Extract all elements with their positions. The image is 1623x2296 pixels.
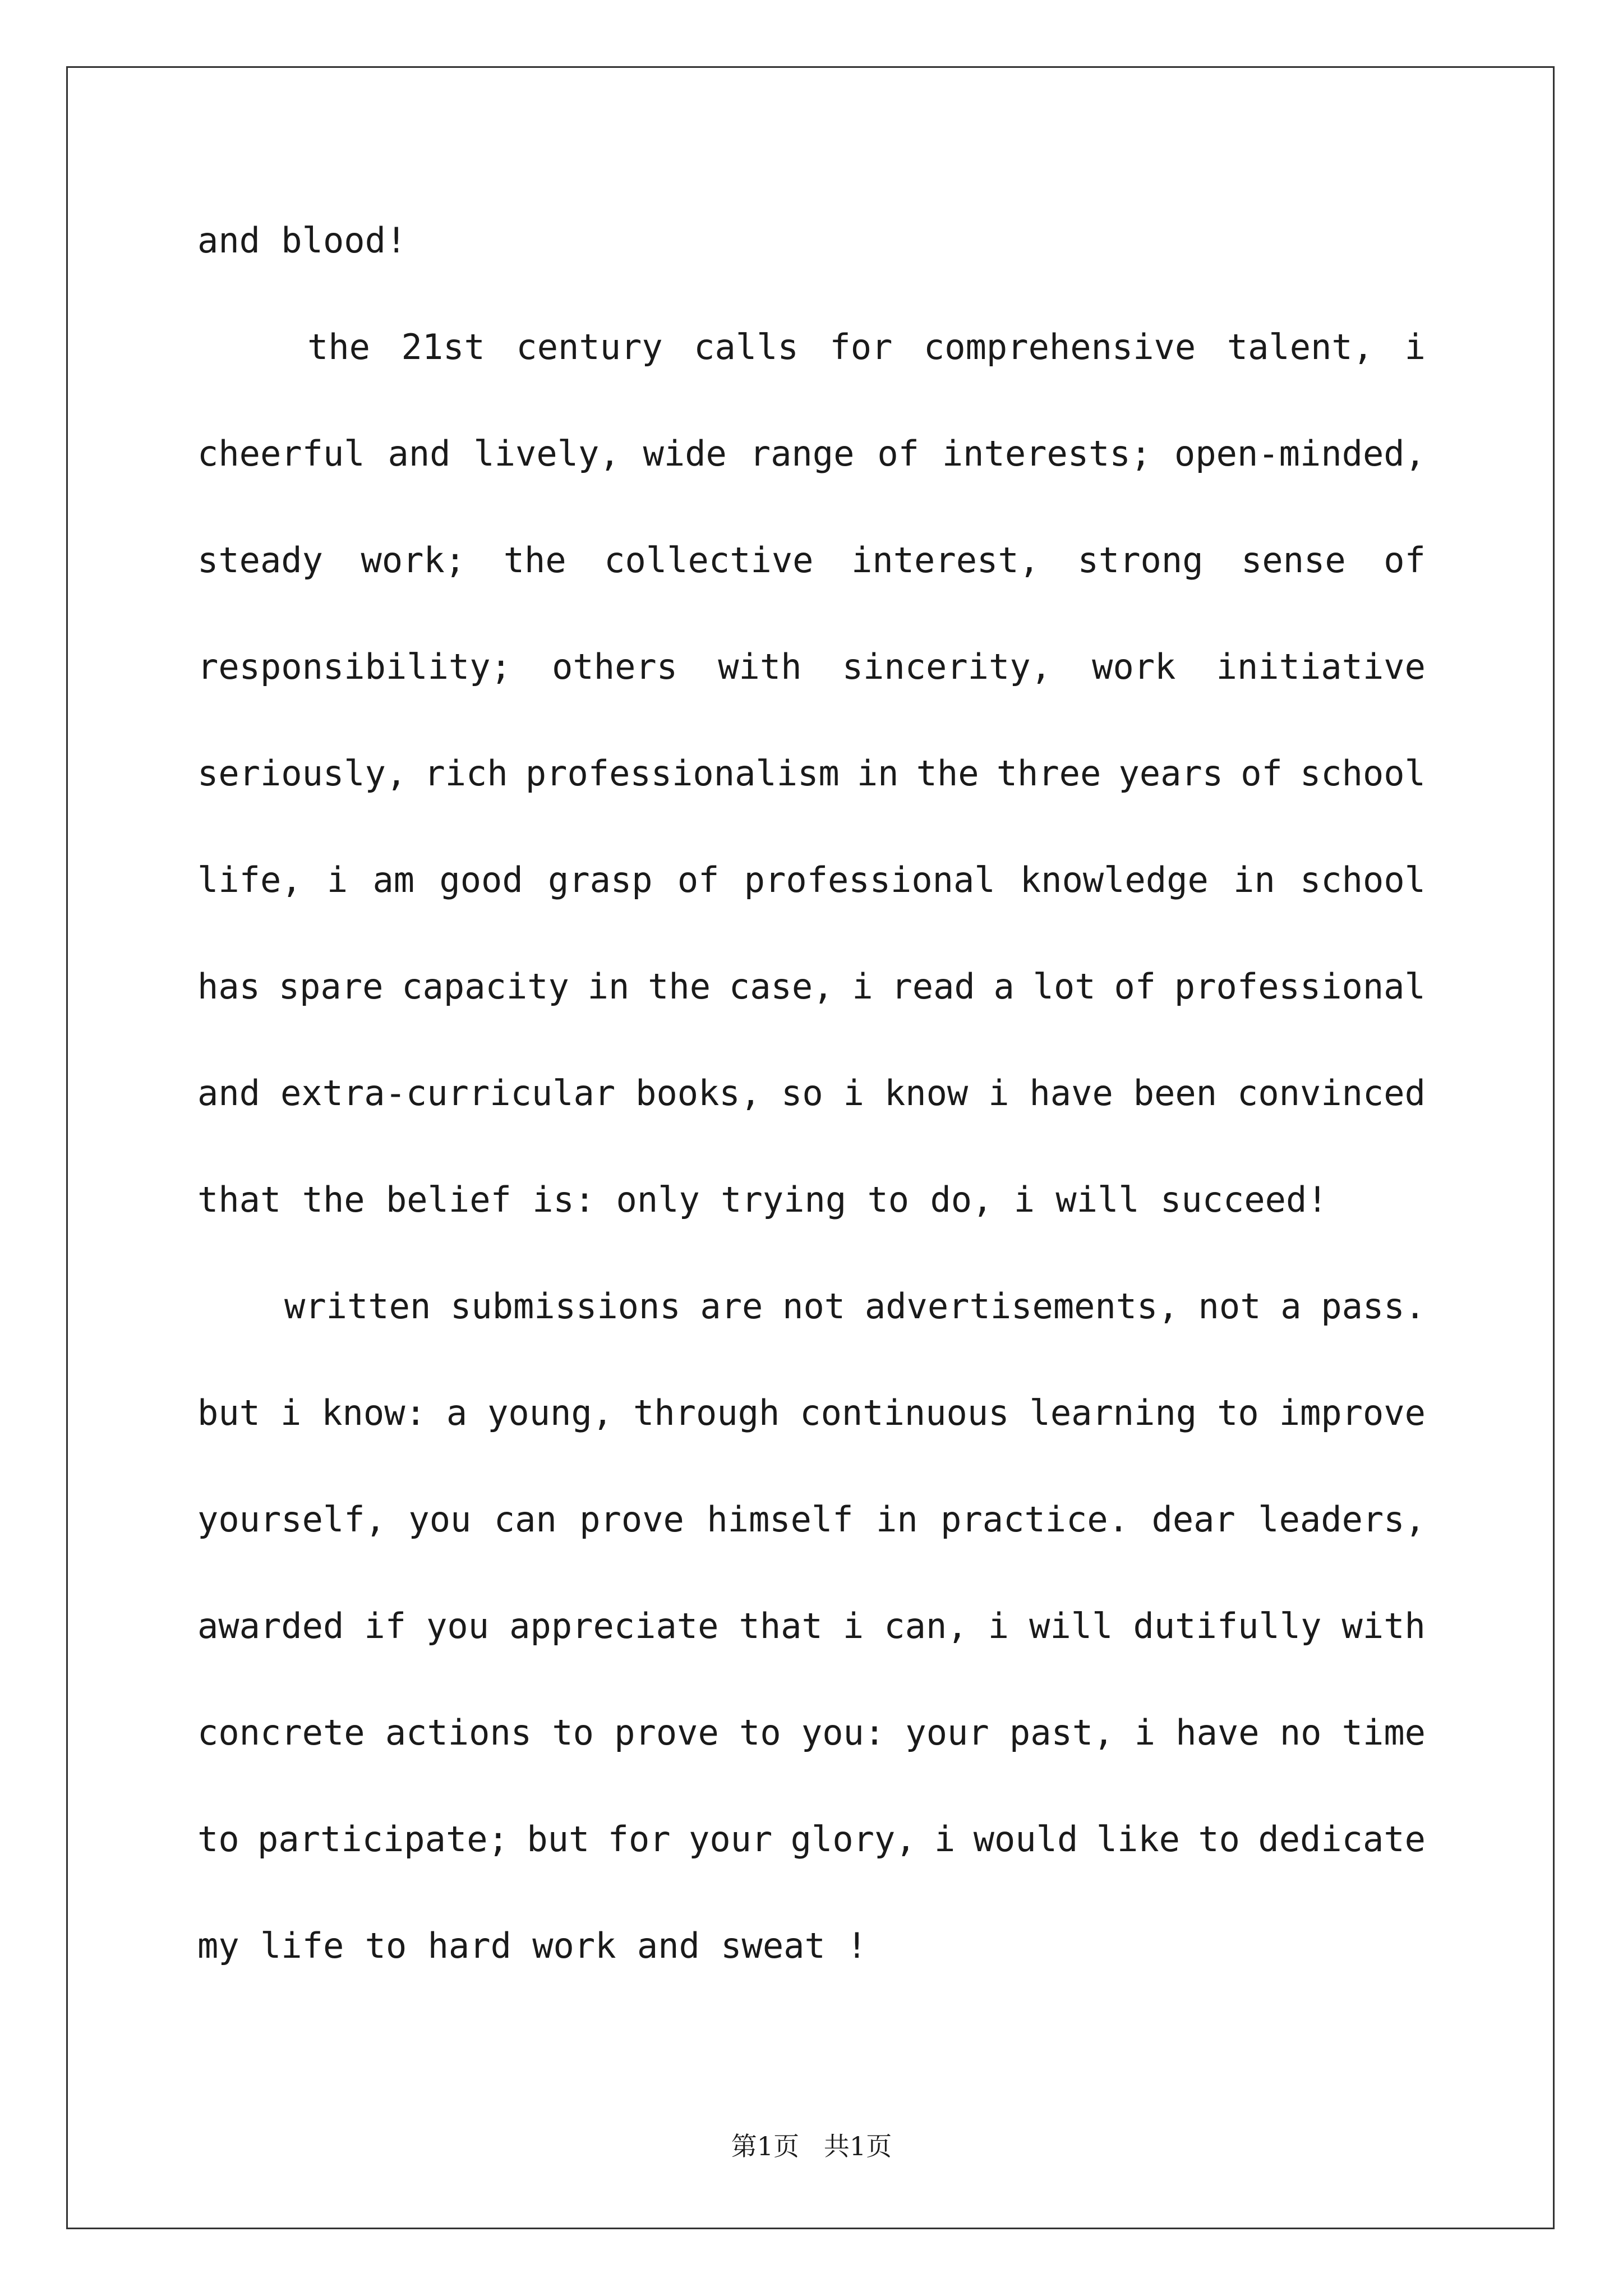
word: have (1029, 1073, 1113, 1114)
word: i (326, 859, 348, 900)
word: in (856, 753, 899, 794)
word: no (1279, 1712, 1322, 1753)
text-line (197, 327, 1426, 434)
word: collective (604, 540, 814, 581)
word: to (1198, 1819, 1241, 1860)
text-line (197, 1286, 1426, 1393)
text-line (197, 434, 1426, 540)
word: years (1118, 753, 1224, 794)
word: dear (1151, 1499, 1235, 1540)
word: extra-curricular (280, 1073, 616, 1114)
word: to (197, 1819, 239, 1860)
word: concrete (197, 1712, 365, 1753)
word: capacity (402, 966, 569, 1007)
text-line (197, 220, 1426, 327)
word: of (1241, 753, 1283, 794)
text-line (197, 860, 1426, 967)
word: with (1341, 1605, 1426, 1646)
word: i (988, 1073, 1009, 1114)
word: i (842, 1605, 864, 1646)
word: written (284, 1286, 431, 1327)
word: young, (487, 1392, 614, 1433)
word: the (916, 753, 979, 794)
word: in (587, 966, 630, 1007)
word: you: (801, 1712, 886, 1753)
word: been (1133, 1073, 1218, 1114)
word: talent, (1227, 326, 1374, 367)
word: open-minded, (1174, 433, 1426, 474)
text-line (197, 1713, 1426, 1819)
word: read (891, 966, 975, 1007)
word: school (1299, 753, 1426, 794)
word: can (494, 1499, 557, 1540)
text-line (197, 1393, 1426, 1499)
text-line-content: my life to hard work and sweat ! (197, 1925, 868, 1966)
word: responsibility; (197, 646, 511, 687)
word: participate; (257, 1819, 509, 1860)
word: actions (385, 1712, 532, 1753)
word: convinced (1237, 1073, 1426, 1114)
word: not (1198, 1286, 1261, 1327)
word: rich (424, 753, 508, 794)
word: sincerity, (842, 646, 1052, 687)
word: life, (197, 859, 302, 900)
page-number-footer: 第1页 共1页 (731, 2131, 892, 2161)
word: so (781, 1073, 823, 1114)
word: you (426, 1605, 490, 1646)
word: not (782, 1286, 846, 1327)
word: i (1404, 326, 1426, 367)
text-line (197, 1073, 1426, 1180)
word: of (1384, 540, 1426, 581)
word: cheerful (197, 433, 365, 474)
word: comprehensive (923, 326, 1196, 367)
word: i (852, 966, 873, 1007)
word: the (648, 966, 711, 1007)
word: i (934, 1819, 956, 1860)
word: that (739, 1605, 823, 1646)
word: if (364, 1605, 407, 1646)
text-line (197, 1499, 1426, 1606)
word: have (1175, 1712, 1260, 1753)
word: others (552, 646, 678, 687)
document-body (197, 220, 1426, 2032)
text-line (197, 1819, 1426, 1926)
word: interest, (851, 540, 1040, 581)
word: leaders, (1258, 1499, 1426, 1540)
word: strong (1077, 540, 1204, 581)
word: know: (321, 1392, 426, 1433)
word: but (527, 1819, 590, 1860)
word: century (516, 326, 663, 367)
word: i (988, 1605, 1009, 1646)
word: are (700, 1286, 763, 1327)
word: improve (1279, 1392, 1426, 1433)
word: will (1029, 1605, 1113, 1646)
word: spare (278, 966, 384, 1007)
word: would (973, 1819, 1078, 1860)
word: work (1092, 646, 1176, 687)
text-line-content: that the belief is: only trying to do, i will succeed! (197, 1179, 1328, 1220)
word: glory, (790, 1819, 916, 1860)
word: learning (1029, 1392, 1197, 1433)
word: prove (579, 1499, 684, 1540)
word: grasp (547, 859, 653, 900)
word: range (749, 433, 855, 474)
word: has (197, 966, 260, 1007)
text-line-content: and blood! (197, 220, 407, 261)
word: continuous (800, 1392, 1009, 1433)
word: dutifully (1133, 1605, 1322, 1646)
word: and (388, 433, 451, 474)
word: past, (1009, 1712, 1114, 1753)
text-line (197, 540, 1426, 647)
word: your (689, 1819, 773, 1860)
word: appreciate (509, 1605, 719, 1646)
word: to (552, 1712, 594, 1753)
word: submissions (450, 1286, 681, 1327)
text-line (197, 967, 1426, 1073)
word: in (1233, 859, 1275, 900)
word: calls (694, 326, 799, 367)
word: know (884, 1073, 969, 1114)
word: advertisements, (864, 1286, 1179, 1327)
word: of (1114, 966, 1156, 1007)
text-line (197, 1926, 1426, 2032)
word: a (1280, 1286, 1302, 1327)
word: with (718, 646, 802, 687)
word: awarded (197, 1605, 344, 1646)
word: time (1341, 1712, 1426, 1753)
text-line (197, 753, 1426, 860)
word: himself (707, 1499, 854, 1540)
word: through (633, 1392, 780, 1433)
word: lot (1032, 966, 1096, 1007)
word: good (439, 859, 523, 900)
word: pass. (1321, 1286, 1426, 1327)
word: professionalism (525, 753, 840, 794)
word: and (197, 1073, 260, 1114)
word: to (1217, 1392, 1259, 1433)
word: of (677, 859, 720, 900)
word: i (843, 1073, 864, 1114)
word: for (829, 326, 893, 367)
word: books, (635, 1073, 762, 1114)
word: school (1300, 859, 1426, 900)
word: a (993, 966, 1015, 1007)
word: sense (1241, 540, 1346, 581)
word: wide (643, 433, 727, 474)
word: you (408, 1499, 472, 1540)
word: to (739, 1712, 781, 1753)
word: of (877, 433, 919, 474)
text-line (197, 1180, 1426, 1286)
word: case, (728, 966, 834, 1007)
word: interests; (942, 433, 1152, 474)
word: your (905, 1712, 989, 1753)
text-line (197, 1606, 1426, 1713)
word: work; (361, 540, 466, 581)
word: professional (744, 859, 995, 900)
word: i (280, 1392, 302, 1433)
word: can, (884, 1605, 968, 1646)
word: initiative (1216, 646, 1426, 687)
word: steady (197, 540, 323, 581)
word: knowledge (1020, 859, 1209, 900)
word: yourself, (197, 1499, 386, 1540)
word: practice. (940, 1499, 1129, 1540)
word: three (996, 753, 1101, 794)
word: dedicate (1258, 1819, 1426, 1860)
word: seriously, (197, 753, 407, 794)
word: the (307, 326, 370, 367)
word: prove (614, 1712, 719, 1753)
word: i (1134, 1712, 1156, 1753)
word: but (197, 1392, 260, 1433)
word: like (1096, 1819, 1180, 1860)
word: professional (1174, 966, 1426, 1007)
word: 21st (401, 326, 485, 367)
word: in (876, 1499, 918, 1540)
word: a (446, 1392, 468, 1433)
word: for (607, 1819, 671, 1860)
word: the (503, 540, 566, 581)
word: am (372, 859, 415, 900)
text-line (197, 647, 1426, 753)
word: lively, (473, 433, 620, 474)
